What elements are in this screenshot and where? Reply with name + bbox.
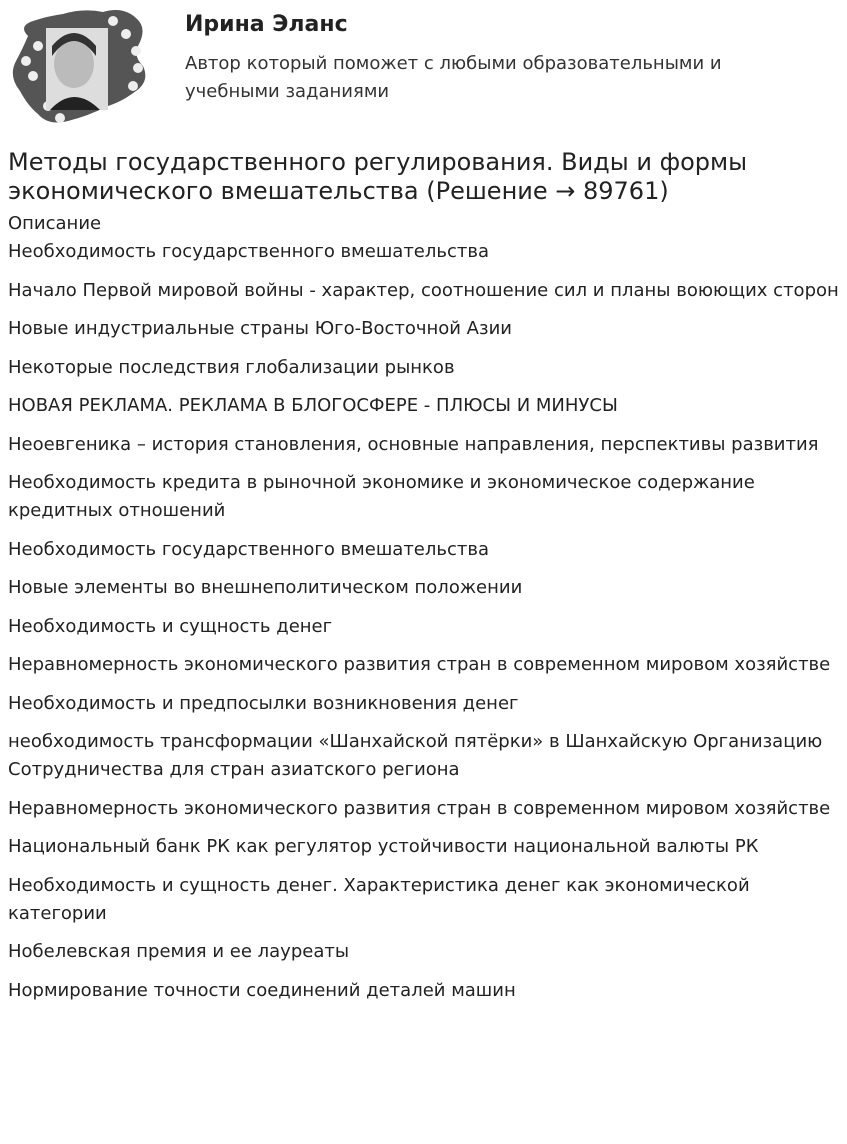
page-title: Методы государственного регулирования. Виды и формы экономического вмешательства (Решение → 89761) <box>8 148 748 205</box>
list-item <box>8 574 839 602</box>
list-item <box>8 872 839 928</box>
list-item <box>8 938 839 966</box>
list-item <box>8 536 839 564</box>
related-link[interactable]: Нормирование точности соединений деталей машин <box>8 979 516 1001</box>
list-item <box>8 431 839 459</box>
related-link[interactable]: Необходимость кредита в рыночной экономике и экономическое содержание кредитных отношений <box>8 472 755 521</box>
related-link[interactable]: Новые элементы во внешнеполитическом положении <box>8 577 523 598</box>
list-item <box>8 690 839 718</box>
author-avatar <box>8 6 150 126</box>
related-link[interactable]: Неравномерность экономического развития стран в современном мировом хозяйстве <box>8 797 831 819</box>
list-item <box>8 795 839 823</box>
related-link[interactable]: Начало Первой мировой войны - характер, соотношение сил и планы воюющих сторон <box>8 279 839 301</box>
related-links-list <box>0 238 847 1005</box>
list-item <box>8 277 839 305</box>
list-item <box>8 613 839 641</box>
related-link[interactable]: Необходимость и сущность денег. Характеристика денег как экономической категории <box>8 874 750 924</box>
related-link[interactable]: Неравномерность экономического развития стран в современном мировом хозяйстве <box>8 654 831 675</box>
list-item <box>8 392 839 420</box>
related-link[interactable]: Неоевгеника – история становления, основные направления, перспективы развития <box>8 433 819 455</box>
author-bio: Автор который поможет с любыми образовательными и учебными заданиями <box>185 53 722 102</box>
list-item <box>8 977 839 1005</box>
related-link[interactable]: Национальный банк РК как регулятор устойчивости национальной валюты РК <box>8 836 759 857</box>
related-link[interactable]: Необходимость государственного вмешательства <box>8 241 490 262</box>
related-link[interactable]: Необходимость государственного вмешательства <box>8 538 490 560</box>
related-link[interactable]: Новые индустриальные страны Юго-Восточной Азии <box>8 318 512 339</box>
related-link[interactable]: НОВАЯ РЕКЛАМА. РЕКЛАМА В БЛОГОСФЕРЕ - ПЛЮСЫ И МИНУСЫ <box>8 395 618 416</box>
related-link[interactable]: Нобелевская премия и ее лауреаты <box>8 941 350 962</box>
list-item <box>8 833 839 861</box>
related-link[interactable]: Некоторые последствия глобализации рынков <box>8 356 455 378</box>
list-item <box>8 238 839 266</box>
description-label: Описание <box>8 213 102 234</box>
author-name: Ирина Эланс <box>185 12 348 37</box>
list-item <box>8 728 839 784</box>
list-item <box>8 354 839 382</box>
related-link[interactable]: Необходимость и предпосылки возникновения денег <box>8 692 519 714</box>
author-header <box>0 0 847 140</box>
list-item <box>8 469 839 525</box>
related-link[interactable]: Необходимость и сущность денег <box>8 615 333 637</box>
list-item <box>8 651 839 679</box>
related-link[interactable]: необходимость трансформации «Шанхайской пятёрки» в Шанхайскую Организацию Сотрудничества для стран азиатского региона <box>8 731 823 780</box>
list-item <box>8 315 839 343</box>
